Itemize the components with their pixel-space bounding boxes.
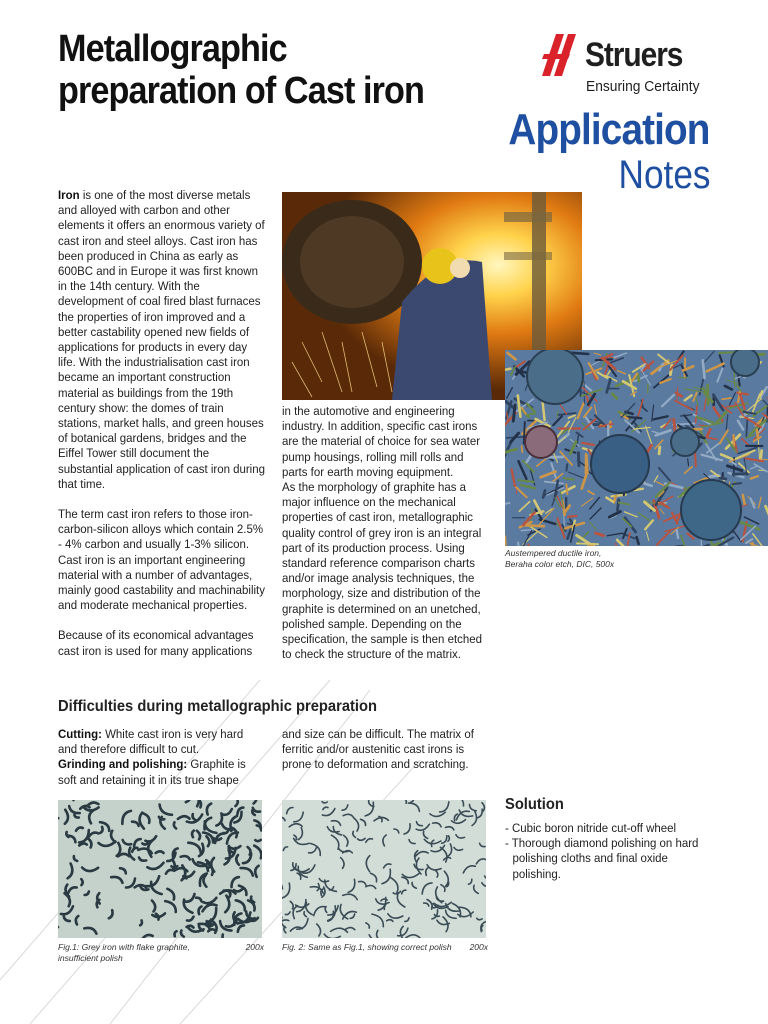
document-title [58,28,454,112]
difficulties-heading: Difficulties during metallographic preparation [58,698,377,715]
intro-column-2-paragraph-1: in the automotive and engineering industry. In addition, specific cast irons are the material of choice for sea water pump housings, rolling mill rolls and parts for earth moving equipment. [282,404,481,479]
figure-2-caption-text: Fig. 2: Same as Fig.1, showing correct polish [282,942,452,952]
intro-paragraph-3: Because of its economical advantages cast iron is used for many applications [58,628,254,658]
solution-item-2: - Thorough diamond polishing on hard polishing cloths and final oxide polishing. [505,836,699,881]
brand-name: Struers [585,36,683,74]
intro-column-2-paragraph-2: As the morphology of graphite has a major influence on the mechanical properties of cast iron, metallographic quality control of grey iron is an integral part of its production process. Using standard reference comparison charts and/or image analysis techniques, the morphology, size and distribution of the graphite is determined on an unetched, polished sample. Depending on the specification, the sample is then etched to check the structure of the matrix. [282,480,482,662]
solution-list [505,821,712,882]
figure-1-caption [58,942,264,964]
cutting-label: Cutting: [58,727,102,741]
intro-column-2 [282,404,487,677]
figure-1-magnification: 200x [245,942,264,952]
grinding-text: Graphite is soft and retaining it in its true shape [58,757,246,787]
figure-2-caption [282,942,488,953]
intro-paragraph-1-text: is one of the most diverse metals and alloyed with carbon and other elements it offers an enormous variety of cast iron and steel alloys. Cast iron has been produced in China as early as 600BC and in Europe it was first known in the 14th century. With the development of coal fired blast furnaces the properties of iron improved and a better castability opened new fields of applications for products in every day life. With the industrialisation cast iron became an important construction material as buildings from the 19th century show: the domes of train stations, market halls, and green houses of botanical gardens, bridges and the Eiffel Tower still document the substantial application of cast iron during that time. [58,188,265,491]
series-subtitle: Notes [618,153,710,197]
lead-word: Iron [58,188,80,202]
intro-paragraph-1 [58,188,267,492]
series-title: Application [508,105,710,154]
title-line-2: preparation of Cast iron [58,70,425,112]
difficulties-column-1 [58,727,265,788]
figure-2-magnification: 200x [469,942,488,952]
figure-1-caption-text: Fig.1: Grey iron with flake graphite, insufficient polish [58,942,190,963]
title-line-1: Metallographic [58,28,287,70]
intro-paragraph-2: The term cast iron refers to those iron-carbon-silicon alloys which contain 2.5% - 4% carbon and usually 1-3% silicon. Cast iron is an important engineering material with a number of advantages, mainly good castability and machinability and moderate mechanical properties. [58,507,265,613]
brand-tagline: Ensuring Certainty [586,78,700,95]
figure-2-micrograph [282,800,486,938]
solution-heading: Solution [505,796,564,813]
micrograph-caption: Austempered ductile iron, Beraha color etch, DIC, 500x [505,548,615,569]
difficulties-column-2: and size can be difficult. The matrix of ferritic and/or austenitic cast irons is prone to deformation and scratching. [282,727,474,772]
intro-column-1 [58,188,267,674]
solution-item-1: - Cubic boron nitride cut-off wheel [505,821,677,835]
austempered-ductile-iron-micrograph [505,350,768,546]
struers-logo-icon [540,34,580,76]
grinding-label: Grinding and polishing: [58,757,188,772]
figure-1-micrograph [58,800,262,938]
cutting-text: White cast iron is very hard and therefore difficult to cut. [58,727,244,757]
